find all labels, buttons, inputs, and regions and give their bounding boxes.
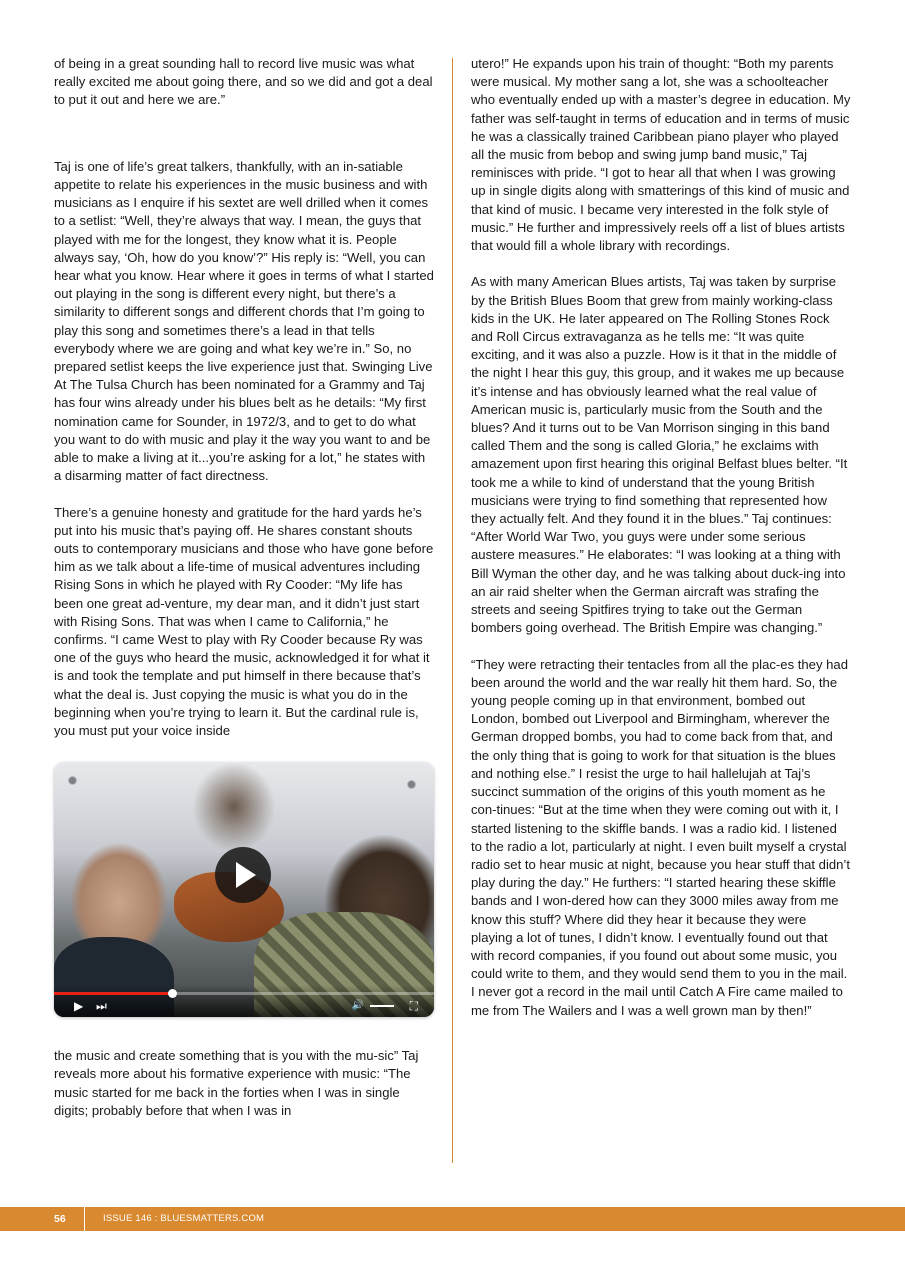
paragraph: There’s a genuine honesty and gratitude for the hard yards he’s put into his music that’s paying off. He shares constant shouts outs to contemporary musicians and those who have gone before him as we talk about a life-time of musical adventures including Rising Sons in which he played with Ry Cooder: “My life has been one great ad-venture, my dear man, and it didn’t just start with Rising Sons. That was when I came to California,” he confirms. “I came West to play with Ry Cooder because Ry was one of the guys who heard the music, acknowledged it for what it is and took the template and put himself in there because that’s what the deal is. Just copying the music is what you do in the beginning when you’re trying to learn it. But the cardinal rule is, you must put your voice inside (54, 504, 434, 739)
corner-screw-icon (68, 776, 77, 785)
big-play-button[interactable] (215, 847, 271, 903)
fullscreen-icon[interactable]: ⛶ (409, 999, 418, 1014)
play-icon[interactable]: ▶ (74, 999, 84, 1014)
footer-divider (84, 1207, 85, 1231)
skip-next-icon[interactable]: ⏭ (96, 999, 107, 1014)
volume-slider[interactable] (370, 1005, 394, 1007)
paragraph: utero!” He expands upon his train of thought: “Both my parents were musical. My mother sang a lot, she was a schoolteacher who eventually ended up with a master’s degree in education. My father was self-taught in terms of education and in terms of music he was a classically trained Caribbean piano player who played all the music from bebop and swing jump band music,” Taj reminisces with pride. “I got to hear all that when I was growing up in single digits along with smatterings of this kind of music and that kind of music. I became very interested in the folk style of music.” He further and impressively reels off a list of blues artists that would fill a whole library with recordings. (471, 56, 851, 254)
video-player[interactable] (54, 762, 434, 1017)
paragraph: As with many American Blues artists, Taj was taken by surprise by the British Blues Boom that grew from mainly working-class kids in the UK. He later appeared on The Rolling Stones Rock and Roll Circus extravaganza as he tells me: “It was quite exciting, and it was also a puzzle. How is it that in the middle of the night I hear this guy, this group, and it wakes me up because it’s intense and has obviously learned what the real value of American music is, particularly music from the South and the blues? And it turns out to be Van Morrison singing in this band called Them and the song is called Gloria,” he exclaims with amazement upon first hearing this original Belfast blues belter. “It took me a while to kind of understand that the young British musicians were trying to find something that represented how they actually felt. And they found it in the blues.” Taj continues: “After World War Two, you guys were under some serious austere measures.” He elaborates: “I was looking at a thing with Bill Wyman the other day, and he was talking about duck-ing into an air raid shelter when the German aircraft was strafing the streets and seeing Spitfires trying to take out the German bombers going overhead. The British Empire was changing.” (471, 274, 848, 636)
video-progress-bar[interactable] (54, 992, 434, 995)
right-column (471, 55, 851, 1038)
page-number: 56 (54, 1213, 66, 1225)
paragraph: Taj is one of life’s great talkers, thankfully, with an in-satiable appetite to relate his experiences in the music business and with musicians as I enquire if his sextet are well drilled when it comes to a setlist: “Well, they’re always that way. I mean, the guys that played with me for the longest, they know what it is. People always say, ‘Oh, how do you know’?” His reply is: “Well, you can hear what you know. Hear where it goes in terms of what I started out playing in the song is different every night, but there’s a similarity to different songs and different chords that I’m going to play this song and sometimes there’s a lead in that tells everybody where we are going and what key we’re in.” So, no prepared setlist keeps the live experience just that. Swinging Live At The Tulsa Church has been nominated for a Grammy and Taj has four wins already under his blues belt as he details: “My first nomination came for Sounder, in 1972/3, and to get to do what you want to do with music and play it the way you want to and be able to make a living at it...you’re asking for a lot,” he states with a disarming matter of fact directness. (54, 158, 434, 484)
issue-label: ISSUE 146 : BLUESMATTERS.COM (103, 1213, 265, 1224)
corner-screw-icon (407, 780, 416, 789)
page-footer (0, 1207, 905, 1231)
play-icon (236, 862, 256, 888)
video-progress-fill (54, 992, 172, 995)
paragraph-gap (54, 128, 434, 158)
paragraph: the music and create something that is you with the mu-sic” Taj reveals more about his formative experience with music: “The music started for me back in the forties when I was in single digits; probably before that when I was in (54, 1048, 419, 1118)
video-scrub-handle[interactable] (168, 989, 177, 998)
column-divider (452, 58, 453, 1163)
volume-icon[interactable]: 🔊 (351, 1000, 364, 1012)
paragraph: “They were retracting their tentacles from all the plac-es they had been around the world and the war really hit them hard. So, the young people coming up in that environment, bombed out London, bombed out Liverpool and Birmingham, wherever the German dropped bombs, you had to come back from that, and the only thing that is going to work for that situation is the blues and nothing else.” I resist the urge to hail hallelujah at Taj’s succinct summation of the origins of this youth moment as he con-tinues: “But at the time when they were coming out with it, I started listening to the skiffle bands. I was a radio kid. I listened to the radio a lot, particularly at night. I even built myself a crystal radio set to hear music at night, because you hear stuff that didn’t play during the day.” He furthers: “I started hearing these skiffle bands and I won-dered how can they 3000 miles away from me know this stuff? Where did they hear it because they were playing a lot of tunes, I didn’t know. I eventually found out that with record companies, if you found out about some music, you could write to them, and they would send them to you in the mail. I never got a record in the mail until Catch A Fire came mailed to me from The Wailers and I was a well grown man by then!” (471, 656, 850, 1018)
video-controls-bar (54, 985, 434, 1017)
paragraph: of being in a great sounding hall to record live music was what really excited me about going there, and so we did and got a deal to put it out and here we are.” (54, 56, 433, 108)
left-column (54, 55, 434, 1138)
